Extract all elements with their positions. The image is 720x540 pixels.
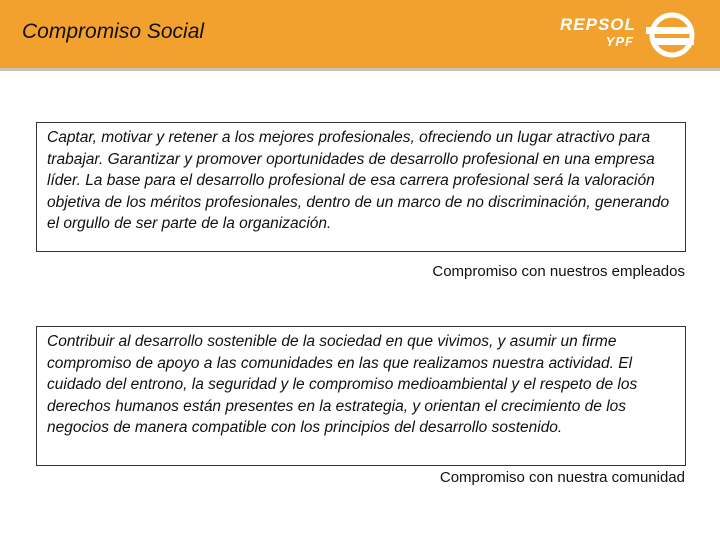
employees-commitment-text: Captar, motivar y retener a los mejores profesionales, ofreciendo un lugar atractivo para trabajar. Garantizar y promover oportunidades de desarrollo profesional en una empresa líder. La base para el desarrollo profesional de esa carrera profesional será la valoración objetiva de los méritos profesionales, dentro de un marco de no discriminación, generando el orgullo de ser parte de la organización. [47,129,670,232]
community-commitment-text: Contribuir al desarrollo sostenible de la sociedad en que vivimos, y asumir un firme compromiso de apoyo a las comunidades en las que realizamos nuestra actividad. El cuidado del entrono, la seguridad y le compromiso medioambiental y el respeto de los derechos humanos están presentes en la estrategia, y orientan el crecimiento de los negocios de manera compatible con los principios del desarrollo sostenido. [47,333,638,436]
community-commitment-caption: Compromiso con nuestra comunidad [439,469,685,486]
employees-commitment-box [36,122,686,252]
header-bar [0,0,720,68]
logo-line-1: REPSOL [560,15,636,34]
community-commitment-box [36,326,686,466]
brand-logo-text [560,16,634,50]
employees-commitment-caption: Compromiso con nuestros empleados [432,263,685,280]
repsol-logo-icon [644,10,700,60]
header-divider [0,68,720,71]
page-title: Compromiso Social [22,20,205,43]
logo-line-2: YPF [605,34,634,49]
